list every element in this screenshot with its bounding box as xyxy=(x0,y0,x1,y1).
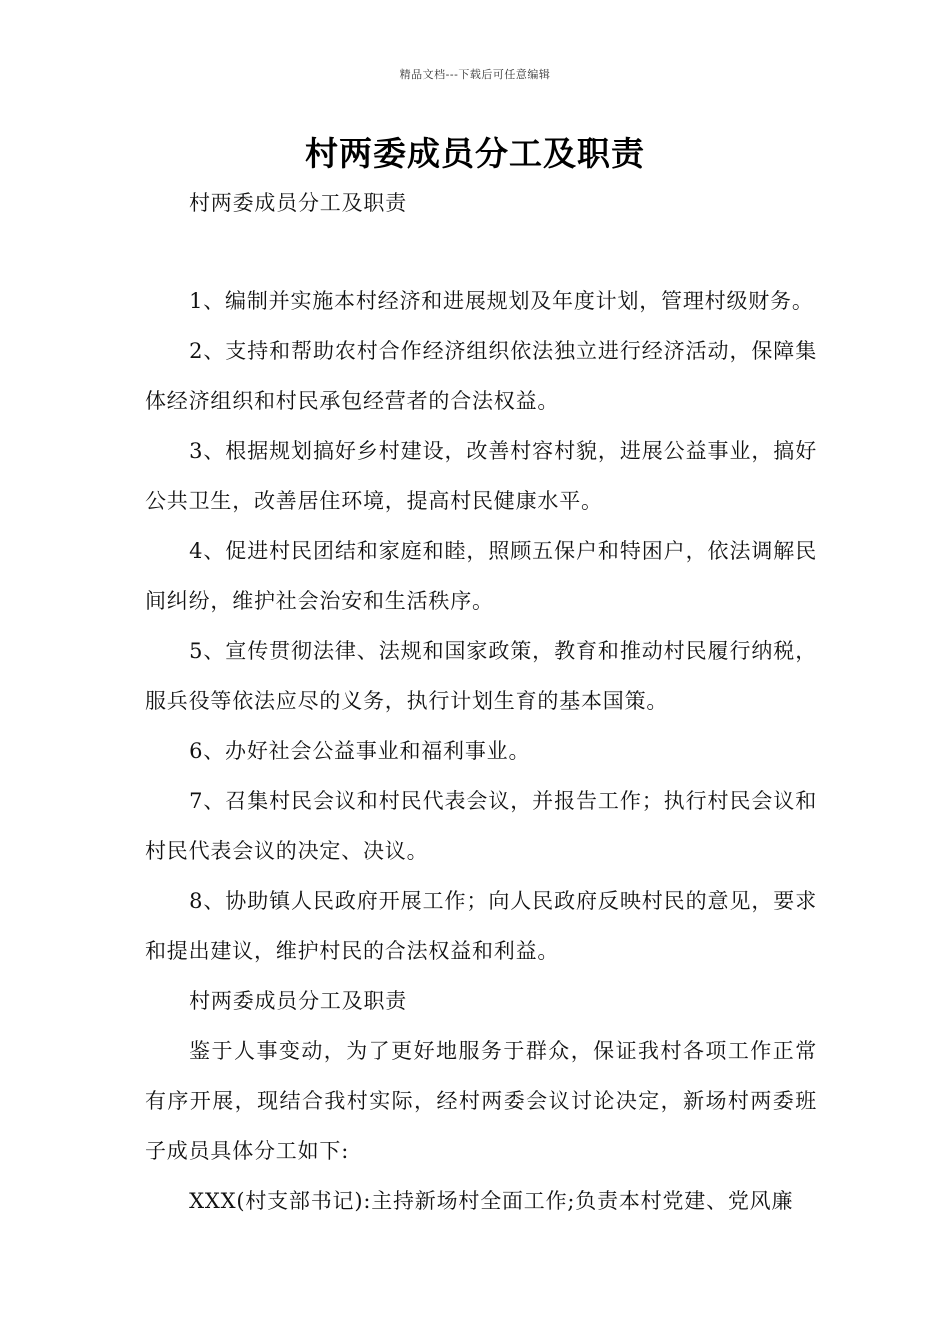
document-subtitle: 村两委成员分工及职责 xyxy=(189,191,407,215)
document-title: 村两委成员分工及职责 xyxy=(305,134,645,173)
paragraph-5: 5、宣传贯彻法律、法规和国家政策，教育和推动村民履行纳税，服兵役等依法应尽的义务，执行计划生育的基本国策。 xyxy=(145,639,817,713)
paragraph-8: 8、协助镇人民政府开展工作；向人民政府反映村民的意见，要求和提出建议，维护村民的合法权益和利益。 xyxy=(145,889,817,963)
paragraph-6: 6、办好社会公益事业和福利事业。 xyxy=(189,739,531,763)
header-note: 精品文档---下载后可任意编辑 xyxy=(399,68,551,81)
paragraph-secretary: XXX(村支部书记):主持新场村全面工作;负责本村党建、党风廉 xyxy=(189,1189,794,1213)
paragraph-3: 3、根据规划搞好乡村建设，改善村容村貌，进展公益事业，搞好公共卫生，改善居住环境，提高村民健康水平。 xyxy=(145,439,817,513)
paragraph-7: 7、召集村民会议和村民代表会议，并报告工作；执行村民会议和村民代表会议的决定、决议。 xyxy=(145,789,817,863)
document-body xyxy=(145,276,817,1226)
section-heading: 村两委成员分工及职责 xyxy=(189,989,408,1013)
paragraph-intro: 鉴于人事变动，为了更好地服务于群众，保证我村各项工作正常有序开展，现结合我村实际，经村两委会议讨论决定，新场村两委班子成员具体分工如下: xyxy=(145,1039,817,1163)
paragraph-1: 1、编制并实施本村经济和进展规划及年度计划，管理村级财务。 xyxy=(189,289,814,313)
paragraph-4: 4、促进村民团结和家庭和睦，照顾五保户和特困户，依法调解民间纠纷，维护社会治安和生活秩序。 xyxy=(145,539,817,613)
paragraph-2: 2、支持和帮助农村合作经济组织依法独立进行经济活动，保障集体经济组织和村民承包经营者的合法权益。 xyxy=(145,339,817,413)
